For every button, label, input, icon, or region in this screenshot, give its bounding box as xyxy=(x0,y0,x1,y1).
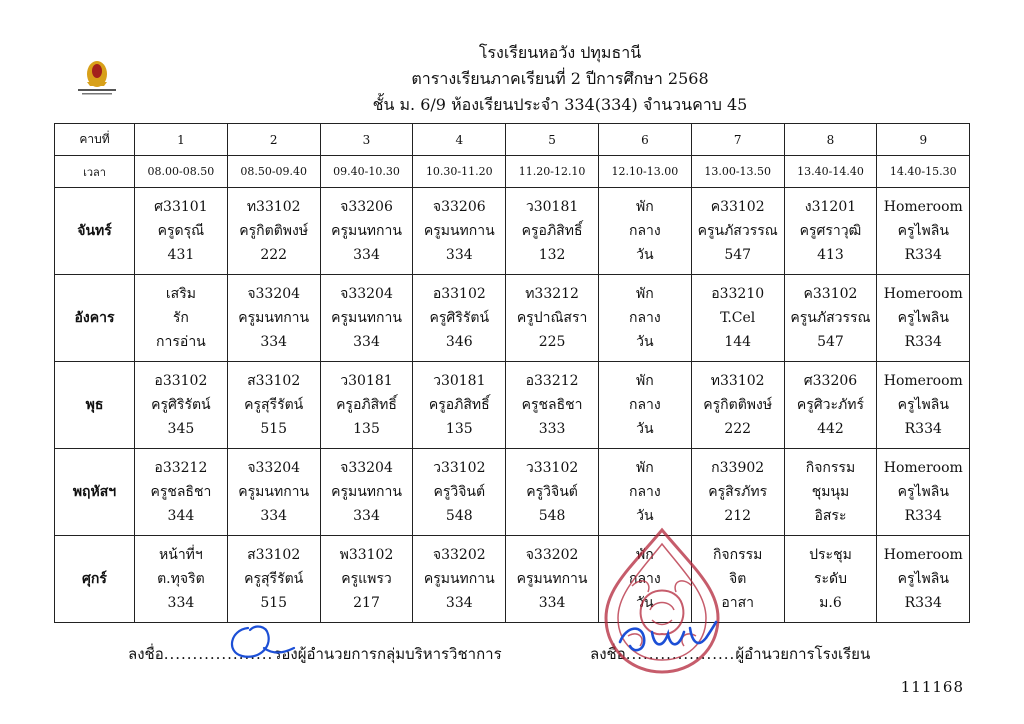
cell-teacher: ครูศิริรัตน์ xyxy=(429,310,490,326)
cell-subject: จ33206 xyxy=(432,199,486,215)
class-cell xyxy=(877,362,970,449)
class-cell xyxy=(598,362,691,449)
cell-teacher: T.Cel xyxy=(720,310,756,326)
term-title: ตารางเรียนภาคเรียนที่ 2 ปีการศึกษา 2568 xyxy=(411,69,709,88)
cell-subject: ค33102 xyxy=(710,199,765,215)
cell-teacher: กลาง xyxy=(629,310,661,326)
cell-room: 334 xyxy=(260,508,288,524)
cell-teacher: ครูนภัสวรรณ xyxy=(697,223,778,239)
cell-subject: อ33102 xyxy=(432,286,486,302)
period-time: 08.00-08.50 xyxy=(135,156,228,188)
cell-teacher: กลาง xyxy=(629,484,661,500)
cell-teacher: ต.ทุจริต xyxy=(157,571,205,587)
cell-subject: ส33102 xyxy=(247,547,301,563)
cell-teacher: ระดับ xyxy=(813,571,847,587)
period-number: 7 xyxy=(691,124,784,156)
class-cell xyxy=(135,536,228,623)
cell-teacher: กลาง xyxy=(629,571,661,587)
cell-subject: พัก xyxy=(636,199,654,215)
day-name: ศุกร์ xyxy=(55,536,135,623)
cell-subject: ก33902 xyxy=(711,460,765,476)
cell-subject: ศ33101 xyxy=(154,199,208,215)
cell-room: วัน xyxy=(636,247,654,263)
cell-teacher: ครูดรุณี xyxy=(157,223,205,239)
period-time: 13.00-13.50 xyxy=(691,156,784,188)
class-cell xyxy=(691,362,784,449)
class-cell xyxy=(227,449,320,536)
class-cell xyxy=(877,536,970,623)
class-info: ชั้น ม. 6/9 ห้องเรียนประจำ 334(334) จำนวนคาบ 45 xyxy=(372,95,748,114)
cell-subject: กิจกรรม xyxy=(712,547,763,563)
cell-subject: พ33102 xyxy=(339,547,394,563)
cell-room: การอ่าน xyxy=(156,334,206,350)
class-cell xyxy=(506,536,599,623)
cell-teacher: จิต xyxy=(729,571,747,587)
cell-teacher: ครูแพรว xyxy=(341,571,392,587)
period-time: 10.30-11.20 xyxy=(413,156,506,188)
class-cell xyxy=(413,362,506,449)
cell-room: วัน xyxy=(636,334,654,350)
class-cell xyxy=(506,449,599,536)
cell-subject: จ33204 xyxy=(340,460,393,476)
cell-subject: พัก xyxy=(636,286,654,302)
cell-teacher: ครูอภิสิทธิ์ xyxy=(428,397,490,413)
cell-teacher: ครูมนทกาน xyxy=(423,571,495,587)
cell-subject: ค33102 xyxy=(803,286,858,302)
cell-teacher: ครูมนทกาน xyxy=(331,223,402,239)
cell-room: อาสา xyxy=(721,595,755,611)
cell-subject: Homeroom xyxy=(883,373,963,389)
cell-subject: พัก xyxy=(636,460,654,476)
cell-subject: จ33204 xyxy=(247,286,301,302)
cell-subject: ว30181 xyxy=(525,199,579,215)
cell-teacher: ครูวิจินต์ xyxy=(526,484,578,500)
class-cell xyxy=(413,188,506,275)
cell-teacher: ครูมนทกาน xyxy=(238,310,310,326)
period-time: 08.50-09.40 xyxy=(227,156,320,188)
director-signature xyxy=(612,612,722,662)
cell-subject: ส33102 xyxy=(247,373,301,389)
class-cell xyxy=(135,275,228,362)
cell-subject: ท33102 xyxy=(710,373,765,389)
class-cell xyxy=(320,449,413,536)
cell-subject: จ33202 xyxy=(432,547,486,563)
cell-teacher: ครูอภิสิทธิ์ xyxy=(521,223,583,239)
class-cell xyxy=(135,188,228,275)
class-cell xyxy=(320,536,413,623)
document-number: 111168 xyxy=(900,678,964,696)
class-cell xyxy=(413,536,506,623)
cell-room: 333 xyxy=(538,421,566,437)
cell-subject: ว30181 xyxy=(340,373,393,389)
sign-dots: ................... xyxy=(625,645,736,663)
cell-subject: อ33210 xyxy=(711,286,765,302)
cell-room: 212 xyxy=(724,508,752,524)
class-cell xyxy=(691,188,784,275)
cell-subject: ศ33206 xyxy=(803,373,858,389)
cell-room: วัน xyxy=(636,421,654,437)
period-number: 2 xyxy=(227,124,320,156)
day-row xyxy=(55,275,970,362)
time-header-row xyxy=(55,156,970,188)
cell-room: 413 xyxy=(817,247,844,263)
school-name: โรงเรียนหอวัง ปทุมธานี xyxy=(478,43,642,62)
cell-subject: Homeroom xyxy=(883,286,963,302)
sign-dots: ................... xyxy=(163,645,274,663)
deputy-signature xyxy=(220,618,300,664)
cell-room: 135 xyxy=(353,421,380,437)
cell-subject: จ33202 xyxy=(525,547,579,563)
cell-teacher: ครูศิริรัตน์ xyxy=(151,397,211,413)
cell-room: วัน xyxy=(636,595,654,611)
day-name: พฤหัสฯ xyxy=(55,449,135,536)
cell-subject: ว30181 xyxy=(433,373,486,389)
cell-subject: อ33102 xyxy=(154,373,208,389)
cell-subject: ท33212 xyxy=(525,286,579,302)
class-cell xyxy=(784,362,877,449)
cell-room: ม.6 xyxy=(819,595,842,611)
day-row xyxy=(55,449,970,536)
class-cell xyxy=(784,188,877,275)
director-role: ผู้อำนวยการโรงเรียน xyxy=(735,645,871,663)
cell-teacher: กลาง xyxy=(629,397,661,413)
day-row xyxy=(55,536,970,623)
cell-room: 132 xyxy=(538,247,566,263)
class-cell xyxy=(598,188,691,275)
cell-teacher: ครูวิจินต์ xyxy=(433,484,486,500)
cell-teacher: ครูชลธิชา xyxy=(521,397,583,413)
cell-teacher: ครูศิวะภัทร์ xyxy=(796,397,865,413)
sign-prefix: ลงชื่อ xyxy=(128,645,164,663)
class-cell xyxy=(135,449,228,536)
cell-room: 334 xyxy=(538,595,566,611)
cell-room: R334 xyxy=(904,247,942,263)
period-number: 6 xyxy=(598,124,691,156)
class-cell xyxy=(413,449,506,536)
cell-subject: กิจกรรม xyxy=(805,460,856,476)
class-cell xyxy=(227,275,320,362)
class-cell xyxy=(135,362,228,449)
cell-room: 334 xyxy=(353,334,380,350)
cell-teacher: ครูมนทกาน xyxy=(331,310,402,326)
cell-teacher: ครูกิตติพงษ์ xyxy=(239,223,309,239)
cell-room: วัน xyxy=(636,508,654,524)
class-cell xyxy=(320,275,413,362)
cell-subject: อ33212 xyxy=(154,460,208,476)
cell-room: 222 xyxy=(260,247,288,263)
class-cell xyxy=(506,362,599,449)
cell-room: 334 xyxy=(353,247,380,263)
day-row xyxy=(55,362,970,449)
cell-teacher: ครูไพลิน xyxy=(897,571,949,587)
cell-room: 334 xyxy=(353,508,380,524)
period-time: 12.10-13.00 xyxy=(598,156,691,188)
cell-subject: ว33102 xyxy=(433,460,486,476)
cell-room: 346 xyxy=(445,334,473,350)
cell-teacher: ครูชลธิชา xyxy=(150,484,212,500)
period-number: 1 xyxy=(135,124,228,156)
cell-teacher: รัก xyxy=(172,310,189,326)
cell-teacher: ครูสุรีรัตน์ xyxy=(244,397,304,413)
cell-teacher: ชุมนุม xyxy=(811,484,850,500)
class-cell xyxy=(598,449,691,536)
cell-teacher: ครูนภัสวรรณ xyxy=(790,310,871,326)
class-cell xyxy=(784,536,877,623)
period-time: 09.40-10.30 xyxy=(320,156,413,188)
cell-subject: พัก xyxy=(636,373,654,389)
cell-room: 547 xyxy=(817,334,844,350)
cell-room: 515 xyxy=(260,595,288,611)
cell-subject: จ33206 xyxy=(340,199,393,215)
cell-room: 334 xyxy=(167,595,195,611)
cell-room: 345 xyxy=(167,421,195,437)
cell-room: 442 xyxy=(817,421,844,437)
time-label: เวลา xyxy=(55,156,135,188)
cell-room: 344 xyxy=(167,508,195,524)
cell-room: 547 xyxy=(724,247,752,263)
cell-room: R334 xyxy=(904,334,942,350)
cell-teacher: ครูปาณิสรา xyxy=(516,310,588,326)
cell-subject: หน้าที่ฯ xyxy=(159,547,203,563)
cell-subject: อ33212 xyxy=(525,373,579,389)
cell-subject: จ33204 xyxy=(247,460,301,476)
class-cell xyxy=(506,275,599,362)
period-number: 3 xyxy=(320,124,413,156)
cell-teacher: ครูสุรีรัตน์ xyxy=(244,571,304,587)
day-row xyxy=(55,188,970,275)
period-number: 4 xyxy=(413,124,506,156)
cell-subject: พัก xyxy=(636,547,654,563)
day-name: พุธ xyxy=(55,362,135,449)
cell-subject: Homeroom xyxy=(883,547,963,563)
cell-teacher: ครูไพลิน xyxy=(897,397,949,413)
period-time: 11.20-12.10 xyxy=(506,156,599,188)
sign-prefix: ลงชื่อ xyxy=(590,645,626,663)
period-number: 5 xyxy=(506,124,599,156)
school-emblem xyxy=(74,56,120,96)
cell-room: 548 xyxy=(445,508,473,524)
cell-teacher: ครูมนทกาน xyxy=(238,484,310,500)
cell-teacher: ครูกิตติพงษ์ xyxy=(703,397,773,413)
period-number: 9 xyxy=(877,124,970,156)
class-cell xyxy=(227,536,320,623)
period-number: 8 xyxy=(784,124,877,156)
cell-teacher: ครูมนทกาน xyxy=(423,223,495,239)
cell-teacher: ครูไพลิน xyxy=(897,484,949,500)
day-name: จันทร์ xyxy=(55,188,135,275)
cell-teacher: กลาง xyxy=(629,223,661,239)
cell-subject: ท33102 xyxy=(246,199,301,215)
cell-subject: ประชุม xyxy=(809,547,852,563)
class-cell xyxy=(784,449,877,536)
cell-teacher: ครูมนทกาน xyxy=(516,571,588,587)
cell-room: 135 xyxy=(445,421,473,437)
class-cell xyxy=(691,275,784,362)
class-cell xyxy=(320,188,413,275)
cell-teacher: ครูไพลิน xyxy=(897,223,949,239)
cell-subject: เสริม xyxy=(165,286,196,302)
class-cell xyxy=(320,362,413,449)
deputy-role: รองผู้อำนวยการกลุ่มบริหารวิชาการ xyxy=(273,645,502,663)
cell-subject: ง31201 xyxy=(804,199,857,215)
cell-room: อิสระ xyxy=(814,508,847,524)
cell-subject: ว33102 xyxy=(525,460,579,476)
period-header-row xyxy=(55,124,970,156)
cell-room: 225 xyxy=(538,334,566,350)
cell-room: 334 xyxy=(445,247,473,263)
cell-room: 548 xyxy=(538,508,566,524)
cell-subject: Homeroom xyxy=(883,199,963,215)
cell-room: 144 xyxy=(724,334,752,350)
period-time: 14.40-15.30 xyxy=(877,156,970,188)
cell-teacher: ครูไพลิน xyxy=(897,310,949,326)
cell-room: 334 xyxy=(445,595,473,611)
class-cell xyxy=(877,449,970,536)
class-cell xyxy=(877,275,970,362)
period-time: 13.40-14.40 xyxy=(784,156,877,188)
cell-subject: Homeroom xyxy=(883,460,963,476)
class-cell xyxy=(413,275,506,362)
class-cell xyxy=(227,362,320,449)
cell-teacher: ครูมนทกาน xyxy=(331,484,402,500)
class-cell xyxy=(598,275,691,362)
class-cell xyxy=(691,449,784,536)
cell-room: R334 xyxy=(904,421,942,437)
cell-room: 334 xyxy=(260,334,288,350)
cell-subject: จ33204 xyxy=(340,286,393,302)
cell-room: R334 xyxy=(904,508,942,524)
cell-teacher: ครูสิรภัทร xyxy=(708,484,768,500)
cell-teacher: ครูอภิสิทธิ์ xyxy=(336,397,397,413)
cell-room: 515 xyxy=(260,421,288,437)
period-label: คาบที่ xyxy=(55,124,135,156)
signature-line-deputy xyxy=(128,642,502,666)
class-cell xyxy=(784,275,877,362)
cell-room: 217 xyxy=(353,595,380,611)
day-name: อังคาร xyxy=(55,275,135,362)
cell-room: R334 xyxy=(904,595,942,611)
class-cell xyxy=(227,188,320,275)
class-cell xyxy=(877,188,970,275)
cell-room: 222 xyxy=(724,421,752,437)
cell-teacher: ครูศราวุฒิ xyxy=(799,223,862,239)
class-cell xyxy=(506,188,599,275)
cell-room: 431 xyxy=(167,247,195,263)
timetable xyxy=(54,123,970,623)
